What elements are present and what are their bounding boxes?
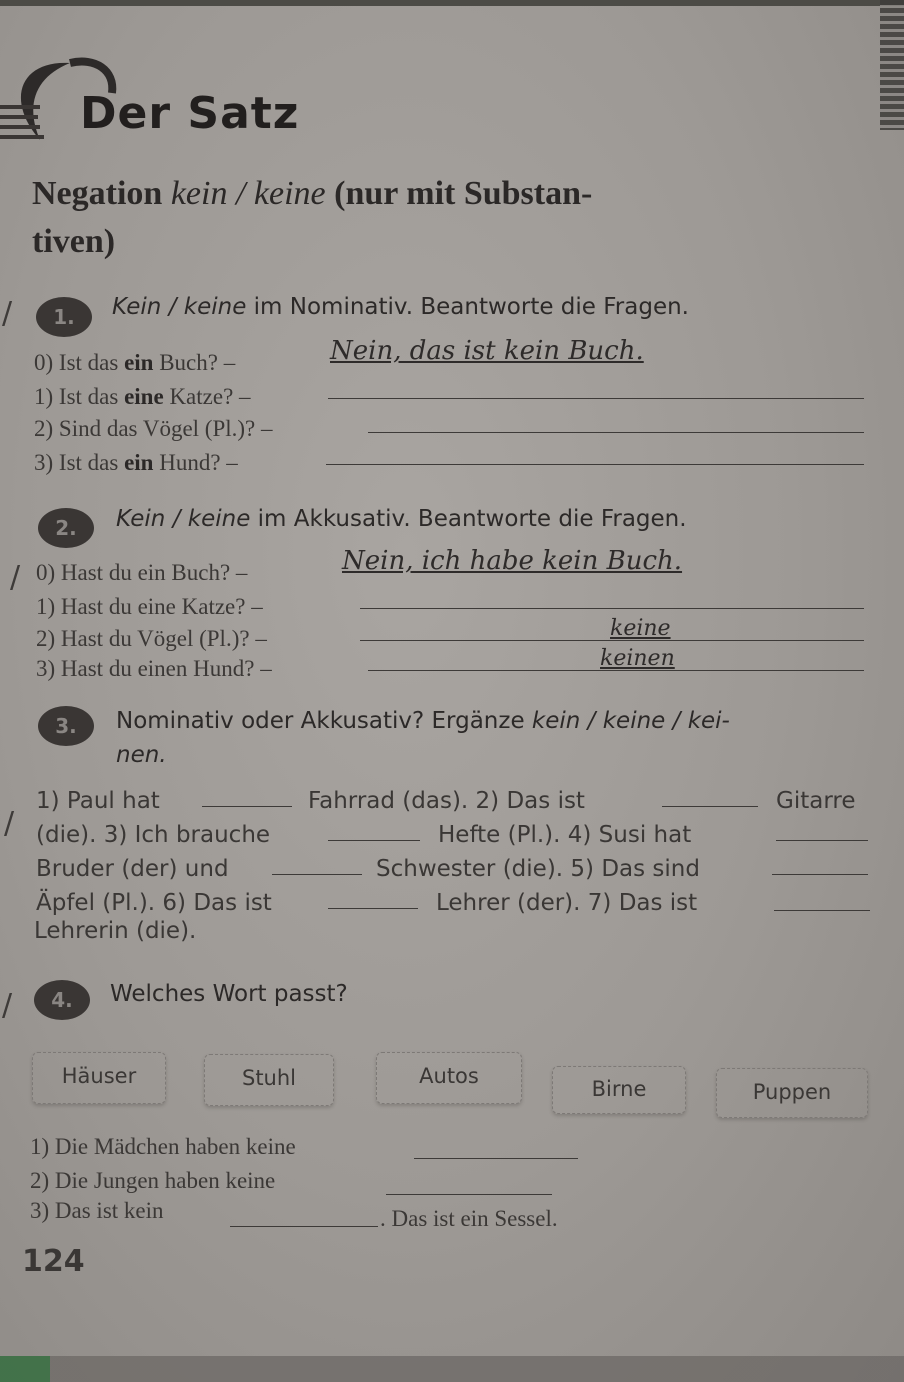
exercise-3-blank-3[interactable]: [328, 840, 420, 841]
text-segment: Gitarre: [776, 788, 856, 814]
word-card-puppen[interactable]: Puppen: [716, 1068, 868, 1118]
text-segment: 1) Paul hat: [36, 788, 160, 814]
top-edge: [0, 0, 904, 6]
question-bold: eine: [124, 384, 164, 409]
exercise-1-question-1: [34, 384, 251, 410]
word-card-autos[interactable]: Autos: [376, 1052, 522, 1104]
question-text: 1) Ist das: [34, 384, 125, 409]
exercise-3-blank-6[interactable]: [772, 874, 868, 875]
section-subtitle: [32, 170, 852, 266]
subtitle-line2: tiven): [32, 223, 116, 260]
exercise-4-sentence-2: 2) Die Jungen haben keine: [30, 1168, 276, 1193]
word-card-haeuser[interactable]: Häuser: [32, 1052, 166, 1104]
exercise-3-instruction-line2: [116, 742, 167, 768]
exercise-2-badge: 2.: [38, 508, 94, 548]
page-edge-mark: [880, 0, 904, 130]
exercise-1-answer-line-1[interactable]: [328, 398, 864, 399]
exercise-4-sentence-3: 3) Das ist kein: [30, 1198, 164, 1223]
exercise-4-sentence-1: 1) Die Mädchen haben keine: [30, 1134, 296, 1159]
exercise-2-instruction-italic: Kein / keine: [116, 506, 251, 532]
question-text: Katze? –: [163, 384, 251, 409]
exercise-3-line-4: Äpfel (Pl.). 6) Das ist: [36, 890, 272, 916]
exercise-3-instruction: [116, 708, 730, 734]
chapter-title: Der Satz: [80, 88, 300, 139]
exercise-2-answer-line-1[interactable]: [360, 608, 864, 609]
exercise-1-answer-0[interactable]: Nein, das ist kein Buch.: [330, 336, 644, 366]
question-text: Buch? –: [153, 350, 236, 375]
text-segment: Lehrer (der). 7) Das ist: [436, 890, 698, 916]
exercise-2-instruction-text: im Akkusativ. Beantworte die Fragen.: [250, 506, 687, 532]
exercise-3-line-2: (die). 3) Ich brauche: [36, 822, 271, 848]
exercise-1-instruction-italic: Kein / keine: [112, 294, 247, 320]
margin-tick-mark: /: [4, 806, 15, 841]
exercise-2-question-3: 3) Hast du einen Hund? –: [36, 656, 272, 681]
exercise-3-blank-1[interactable]: [202, 806, 292, 807]
exercise-2-question-2: 2) Hast du Vögel (Pl.)? –: [36, 626, 267, 651]
question-bold: ein: [124, 450, 154, 475]
word-card-birne[interactable]: Birne: [552, 1066, 686, 1114]
exercise-1-badge: 1.: [36, 297, 92, 337]
exercise-3-instruction-italic: kein / keine / kei-: [531, 708, 730, 734]
exercise-3-blank-4[interactable]: [776, 840, 868, 841]
subtitle-part1: Negation: [32, 175, 171, 212]
exercise-4-blank-2[interactable]: [386, 1194, 552, 1195]
exercise-3-line-3: Bruder (der) und: [36, 856, 229, 882]
exercise-2-answer-2[interactable]: keine: [610, 616, 671, 641]
text-segment: Hefte (Pl.). 4) Susi hat: [438, 822, 692, 848]
subtitle-part2: (nur mit Substan-: [325, 175, 593, 212]
margin-tick-mark: /: [2, 296, 13, 331]
exercise-1-instruction-text: im Nominativ. Beantworte die Fragen.: [246, 294, 689, 320]
question-text: 2) Sind das Vögel (Pl.)? –: [34, 416, 273, 441]
exercise-1-question-3: [34, 450, 238, 476]
exercise-4-sentence-3-end: . Das ist ein Sessel.: [380, 1206, 558, 1231]
margin-tick-mark: /: [2, 988, 13, 1023]
exercise-1-answer-line-3[interactable]: [326, 464, 864, 465]
exercise-4-blank-1[interactable]: [414, 1158, 578, 1159]
exercise-3-blank-7[interactable]: [328, 908, 418, 909]
text-segment: Fahrrad (das). 2) Das ist: [308, 788, 585, 814]
exercise-3-blank-8[interactable]: [774, 910, 870, 911]
question-bold: ein: [124, 350, 154, 375]
subtitle-italic: kein / keine: [170, 175, 326, 212]
exercise-2-answer-0[interactable]: Nein, ich habe kein Buch.: [342, 546, 683, 576]
exercise-1-question-2: [34, 416, 273, 442]
exercise-4-blank-3[interactable]: [230, 1226, 378, 1227]
exercise-3-blank-2[interactable]: [662, 806, 758, 807]
exercise-2-question-0: 0) Hast du ein Buch? –: [36, 560, 248, 585]
exercise-4-badge: 4.: [34, 980, 90, 1020]
text-segment: Schwester (die). 5) Das sind: [376, 856, 700, 882]
bottom-edge: [0, 1356, 904, 1382]
exercise-1-instruction: [112, 294, 689, 320]
exercise-3-instruction-italic: nen.: [116, 742, 167, 768]
exercise-2-answer-3[interactable]: keinen: [600, 646, 675, 671]
exercise-3-line-1: [36, 788, 160, 814]
exercise-3-instruction-text: Nominativ oder Akkusativ? Ergänze: [116, 708, 532, 734]
exercise-2-question-1: 1) Hast du eine Katze? –: [36, 594, 263, 619]
page-number: 124: [22, 1244, 85, 1279]
exercise-1-question-0: [34, 350, 235, 376]
exercise-3-blank-5[interactable]: [272, 874, 362, 875]
exercise-1-answer-line-2[interactable]: [368, 432, 864, 433]
exercise-3-line-5: Lehrerin (die).: [34, 918, 197, 944]
exercise-4-instruction: Welches Wort passt?: [110, 981, 348, 1007]
margin-tick-mark: /: [10, 560, 21, 595]
question-text: 0) Ist das: [34, 350, 125, 375]
exercise-2-instruction: [116, 506, 687, 532]
exercise-3-badge: 3.: [38, 706, 94, 746]
question-text: 3) Ist das: [34, 450, 125, 475]
word-card-stuhl[interactable]: Stuhl: [204, 1054, 334, 1106]
question-text: Hund? –: [153, 450, 238, 475]
